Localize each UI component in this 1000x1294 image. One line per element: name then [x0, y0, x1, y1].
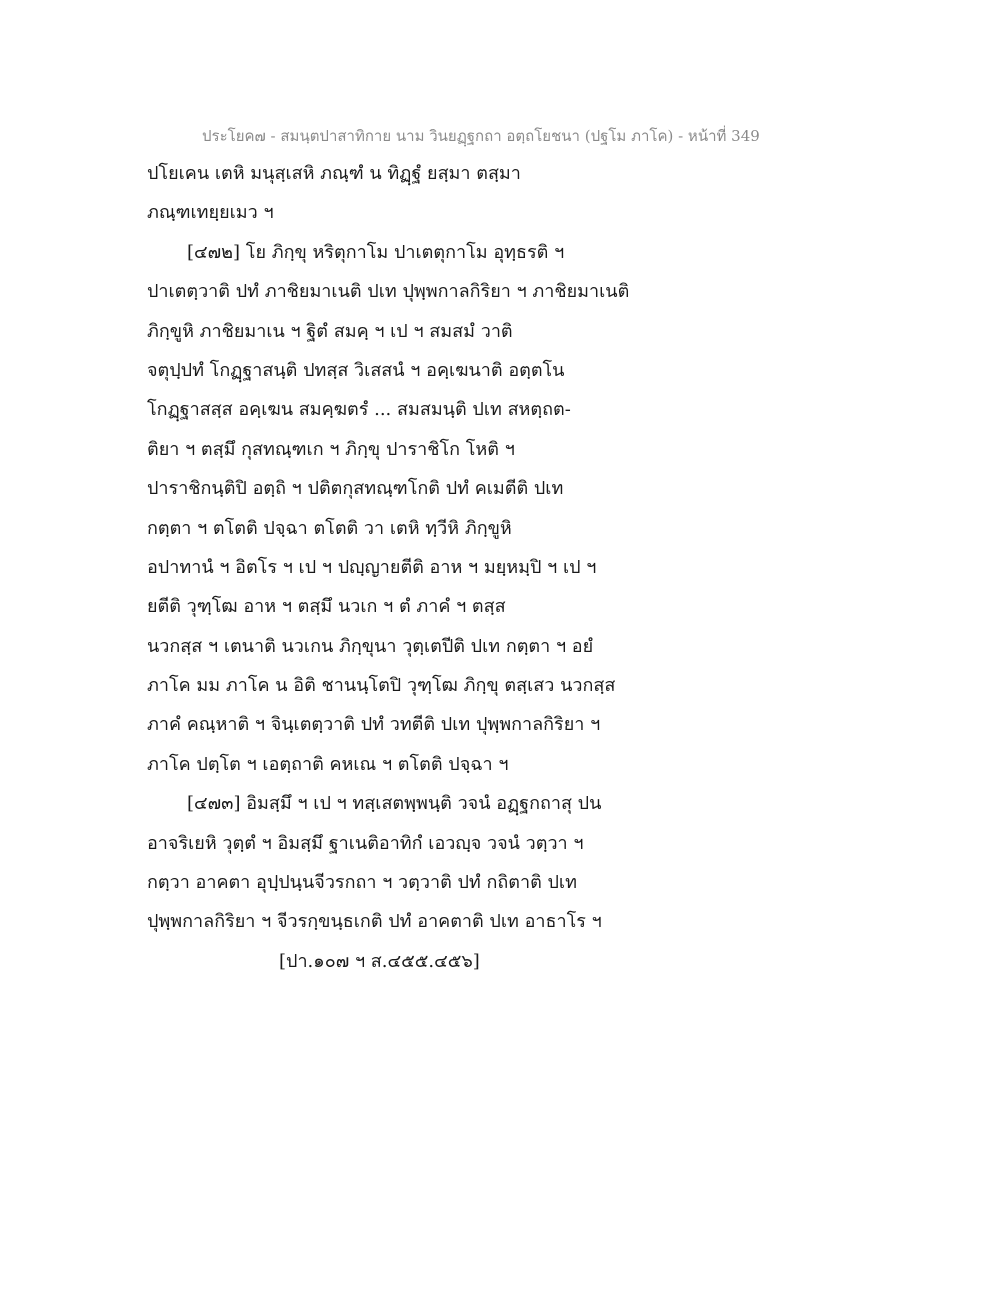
- text-line: ปุพฺพกาลกิริยา ฯ จีวรกฺขนฺธเกติ ปทํ อาคตาติ ปเท อาธาโร ฯ: [147, 911, 602, 933]
- text-line: ภาคํ คณฺหาติ ฯ จินฺเตตฺวาติ ปทํ วทตีติ ปเท ปุพฺพกาลกิริยา ฯ: [147, 714, 601, 736]
- body-text: [147, 160, 667, 987]
- text-line: อปาทานํ ฯ อิตโร ฯ เป ฯ ปญฺญายตีติ อาห ฯ มยฺหมฺปิ ฯ เป ฯ: [147, 556, 597, 578]
- paragraph-473-start: [๔๗๓] อิมสฺมึ ฯ เป ฯ ทสฺเสตพฺพนฺติ วจนํ อฏฺฐกถาสุ ปน: [187, 793, 602, 815]
- text-line: กตฺวา อาคตา อุปฺปนฺนจีวรกถา ฯ วตฺวาติ ปทํ กถิตาติ ปเท: [147, 872, 577, 894]
- text-line: ภาโค มม ภาโค น อิติ ชานนฺโตปิ วุฑฺโฒ ภิกฺขุ ตสฺเสว นวกสฺส: [147, 675, 616, 697]
- text-line: ปาเตตฺวาติ ปทํ ภาชิยมาเนติ ปเท ปุพฺพกาลกิริยา ฯ ภาชิยมาเนติ: [147, 281, 630, 303]
- text-line: ยตีติ วุฑฺโฒ อาห ฯ ตสฺมึ นวเก ฯ ตํ ภาคํ ฯ ตสฺส: [147, 596, 506, 618]
- text-line: นวกสฺส ฯ เตนาติ นวเกน ภิกฺขุนา วุตฺเตปีติ ปเท กตฺตา ฯ อยํ: [147, 635, 594, 657]
- text-line: อาจริเยหิ วุตฺตํ ฯ อิมสฺมึ ฐาเนติอาทิกํ เอวญฺจ วจนํ วตฺวา ฯ: [147, 832, 584, 854]
- text-line: ปาราชิกนฺติปิ อตฺถิ ฯ ปติตกุสทณฺฑโกติ ปทํ คเมตีติ ปเท: [147, 478, 564, 500]
- text-line: ภาโค ปตฺโต ฯ เอตฺถาติ คหเณ ฯ ตโตติ ปจฺฉา ฯ: [147, 753, 509, 775]
- text-line: โกฏฺฐาสสฺส อคฺเฆน สมคฺฆตรํ ... สมสมนฺติ ปเท สหตฺถต-: [147, 399, 571, 421]
- text-line: ภิกฺขูหิ ภาชิยมาเน ฯ ฐิตํ สมคฺ ฯ เป ฯ สมสมํ วาติ: [147, 320, 513, 342]
- reference-citation: [ปา.๑๐๗ ฯ ส.๔๕๕.๔๕๖]: [279, 950, 480, 972]
- running-header: ประโยค๗ - สมนฺตปาสาทิกาย นาม วินยฏฺฐกถา อตฺถโยชนา (ปฐโม ภาโค) - หน้าที่ 349: [202, 127, 760, 145]
- paragraph-472-start: [๔๗๒] โย ภิกฺขุ หริตุกาโม ปาเตตุกาโม อุทฺธรติ ฯ: [187, 241, 565, 263]
- text-line: ภณฺฑเทยฺยเมว ฯ: [147, 202, 274, 224]
- text-line: จตุปฺปทํ โกฏฺฐาสนฺติ ปทสฺส วิเสสนํ ฯ อคฺเฆนาติ อตฺตโน: [147, 359, 565, 381]
- text-line: กตฺตา ฯ ตโตติ ปจฺฉา ตโตติ วา เตหิ ทฺวีหิ ภิกฺขูหิ: [147, 517, 512, 539]
- text-line: ติยา ฯ ตสฺมึ กุสทณฺฑเก ฯ ภิกฺขุ ปาราชิโก โหติ ฯ: [147, 438, 515, 460]
- text-line: ปโยเคน เตหิ มนุสฺเสหิ ภณฺฑํ น ทิฏฺฐํ ยสฺมา ตสฺมา: [147, 163, 521, 184]
